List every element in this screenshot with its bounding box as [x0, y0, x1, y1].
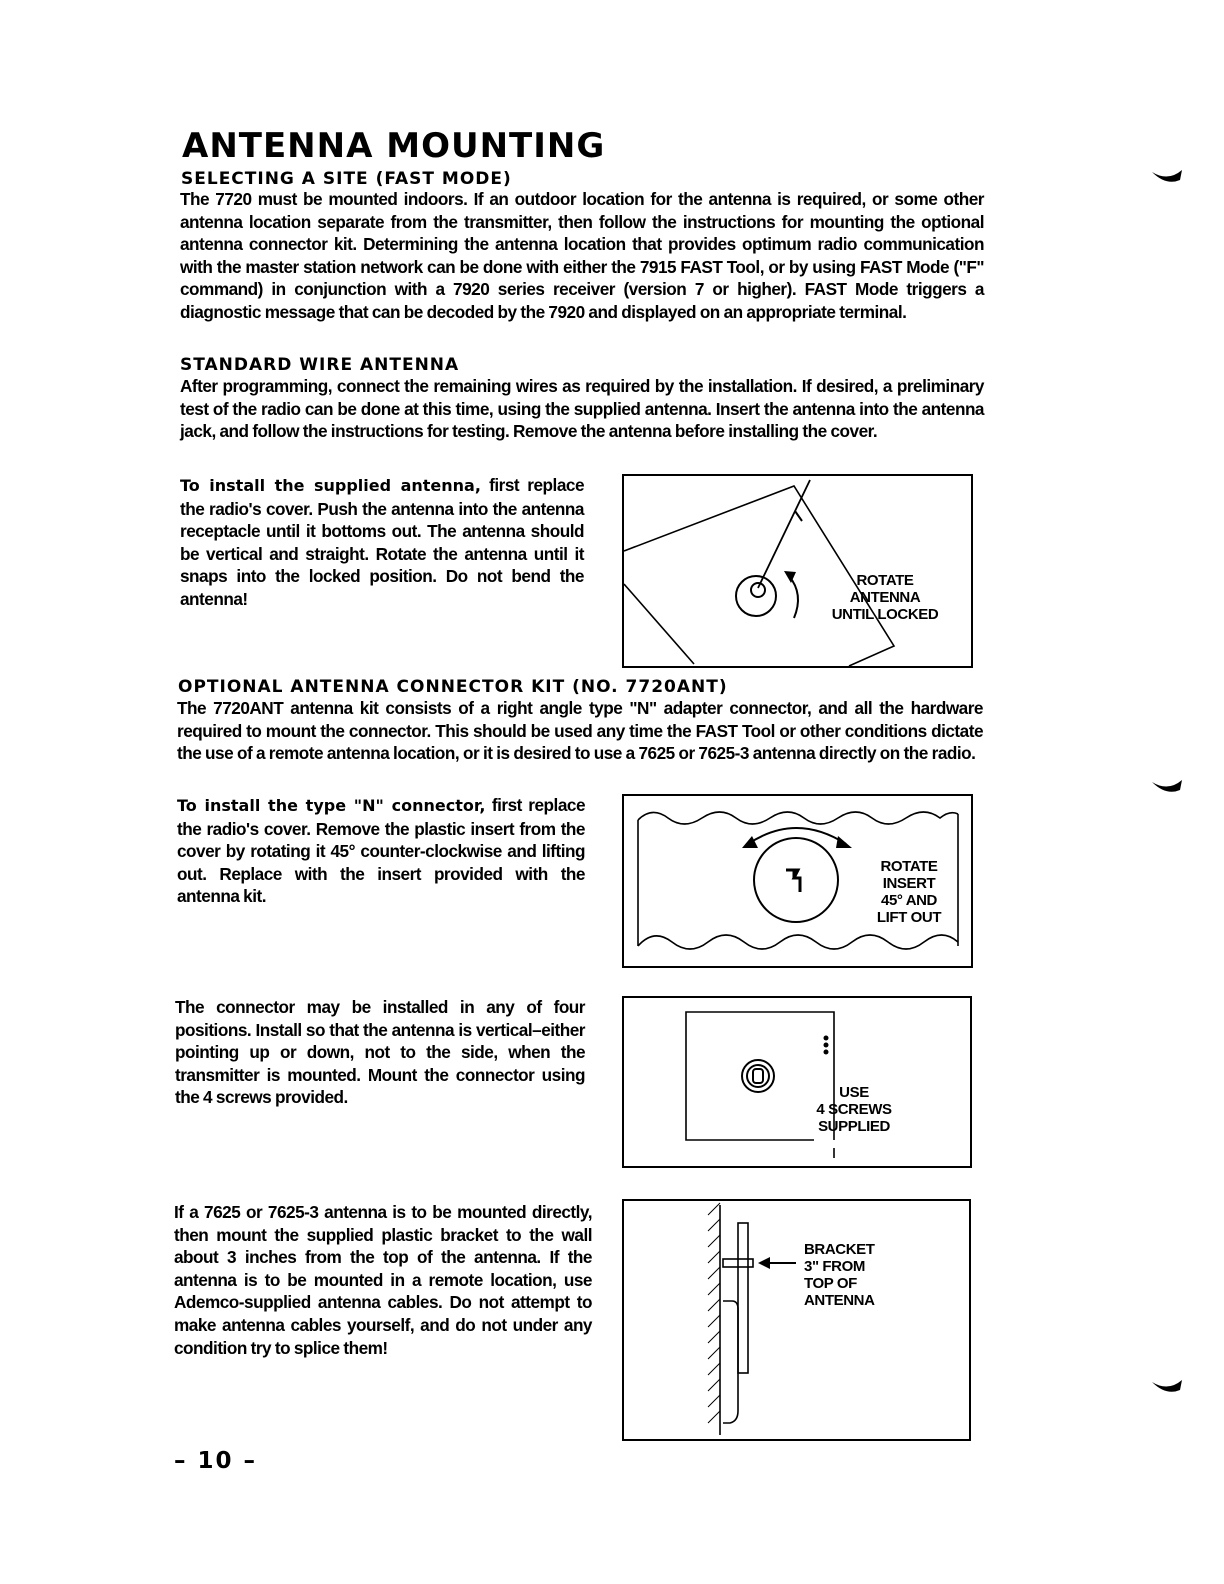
figure-use-screws	[622, 996, 972, 1168]
connector-mount-drawing	[624, 998, 970, 1166]
paragraph-direct-mount: If a 7625 or 7625-3 antenna is to be mounted directly, then mount the supplied plastic bracket to the wall about 3 inches from the top of the antenna. If the antenna is to be mounted in a remote location, use Ademco-supplied antenna cables. Do not attempt to make antenna cables yourself, and do not under any condition try to splice them!	[174, 1202, 592, 1358]
paragraph-install-n-connector	[177, 794, 585, 908]
antenna-cover-drawing	[624, 476, 971, 666]
binder-tick-mark	[1150, 1378, 1184, 1396]
heading-selecting-site: SELECTING A SITE (FAST MODE)	[181, 169, 512, 189]
page-title: ANTENNA MOUNTING	[182, 126, 606, 166]
install-connector-lead: To install the type "N" connector,	[177, 796, 486, 815]
paragraph-connector-positions: The connector may be installed in any of four positions. Install so that the antenna is vertical–either pointing up or down, not to the side, when the transmitter is mounted. Mount the connector using the 4 screws provided.	[175, 997, 585, 1108]
install-antenna-text: first replace the radio's cover. Push the antenna into the antenna receptacle until it bottoms out. The antenna should be vertical and straight. Rotate the antenna until it snaps into the locked position. Do not bend the antenna!	[180, 475, 584, 609]
binder-tick-mark	[1150, 778, 1184, 796]
binder-tick-mark	[1150, 168, 1184, 186]
bracket-wall-drawing	[624, 1201, 969, 1439]
heading-standard-wire-antenna: STANDARD WIRE ANTENNA	[180, 355, 460, 375]
paragraph-optional-connector-kit: The 7720ANT antenna kit consists of a right angle type "N" adapter connector, and all the hardware required to mount the connector. This should be used any time the FAST Tool or other conditions dictate the use of a remote antenna location, or it is desired to use a 7625 or 7625-3 antenna directly on the radio.	[177, 698, 983, 764]
paragraph-standard-wire-antenna: After programming, connect the remaining wires as required by the installation. If desired, a preliminary test of the radio can be done at this time, using the supplied antenna. Insert the antenna into the antenna jack, and follow the instructions for testing. Remove the antenna before installing the cover.	[180, 376, 984, 442]
figure-bracket	[622, 1199, 971, 1441]
paragraph-install-supplied-antenna	[180, 474, 584, 611]
install-antenna-lead: To install the supplied antenna,	[180, 476, 481, 495]
figure-use-screws-caption: USE 4 SCREWS SUPPLIED	[816, 1084, 892, 1135]
figure-rotate-insert-caption: ROTATE INSERT 45° AND LIFT OUT	[876, 858, 942, 926]
figure-rotate-antenna	[622, 474, 973, 668]
figure-rotate-antenna-caption: ROTATE ANTENNA UNTIL LOCKED	[831, 572, 939, 623]
figure-bracket-caption: BRACKET 3" FROM TOP OF ANTENNA	[804, 1241, 875, 1309]
figure-rotate-insert	[622, 794, 973, 968]
install-connector-text: first replace the radio's cover. Remove the plastic insert from the cover by rotating it 45° counter-clockwise and lifting out. Replace with the insert provided with the antenna kit.	[177, 795, 585, 907]
page-number: – 10 –	[174, 1448, 258, 1474]
paragraph-selecting-site: The 7720 must be mounted indoors. If an outdoor location for the antenna is required, or some other antenna location separate from the transmitter, then follow the instructions for mounting the optional antenna connector kit. Determining the antenna location that provides optimum radio communication with the master station network can be done with either the 7915 FAST Tool, or by using FAST Mode ("F" command) in conjunction with a 7920 series receiver (version 7 or higher). FAST Mode triggers a diagnostic message that can be decoded by the 7920 and displayed on an appropriate terminal.	[180, 189, 984, 322]
heading-optional-connector-kit: OPTIONAL ANTENNA CONNECTOR KIT (NO. 7720ANT)	[178, 677, 728, 697]
